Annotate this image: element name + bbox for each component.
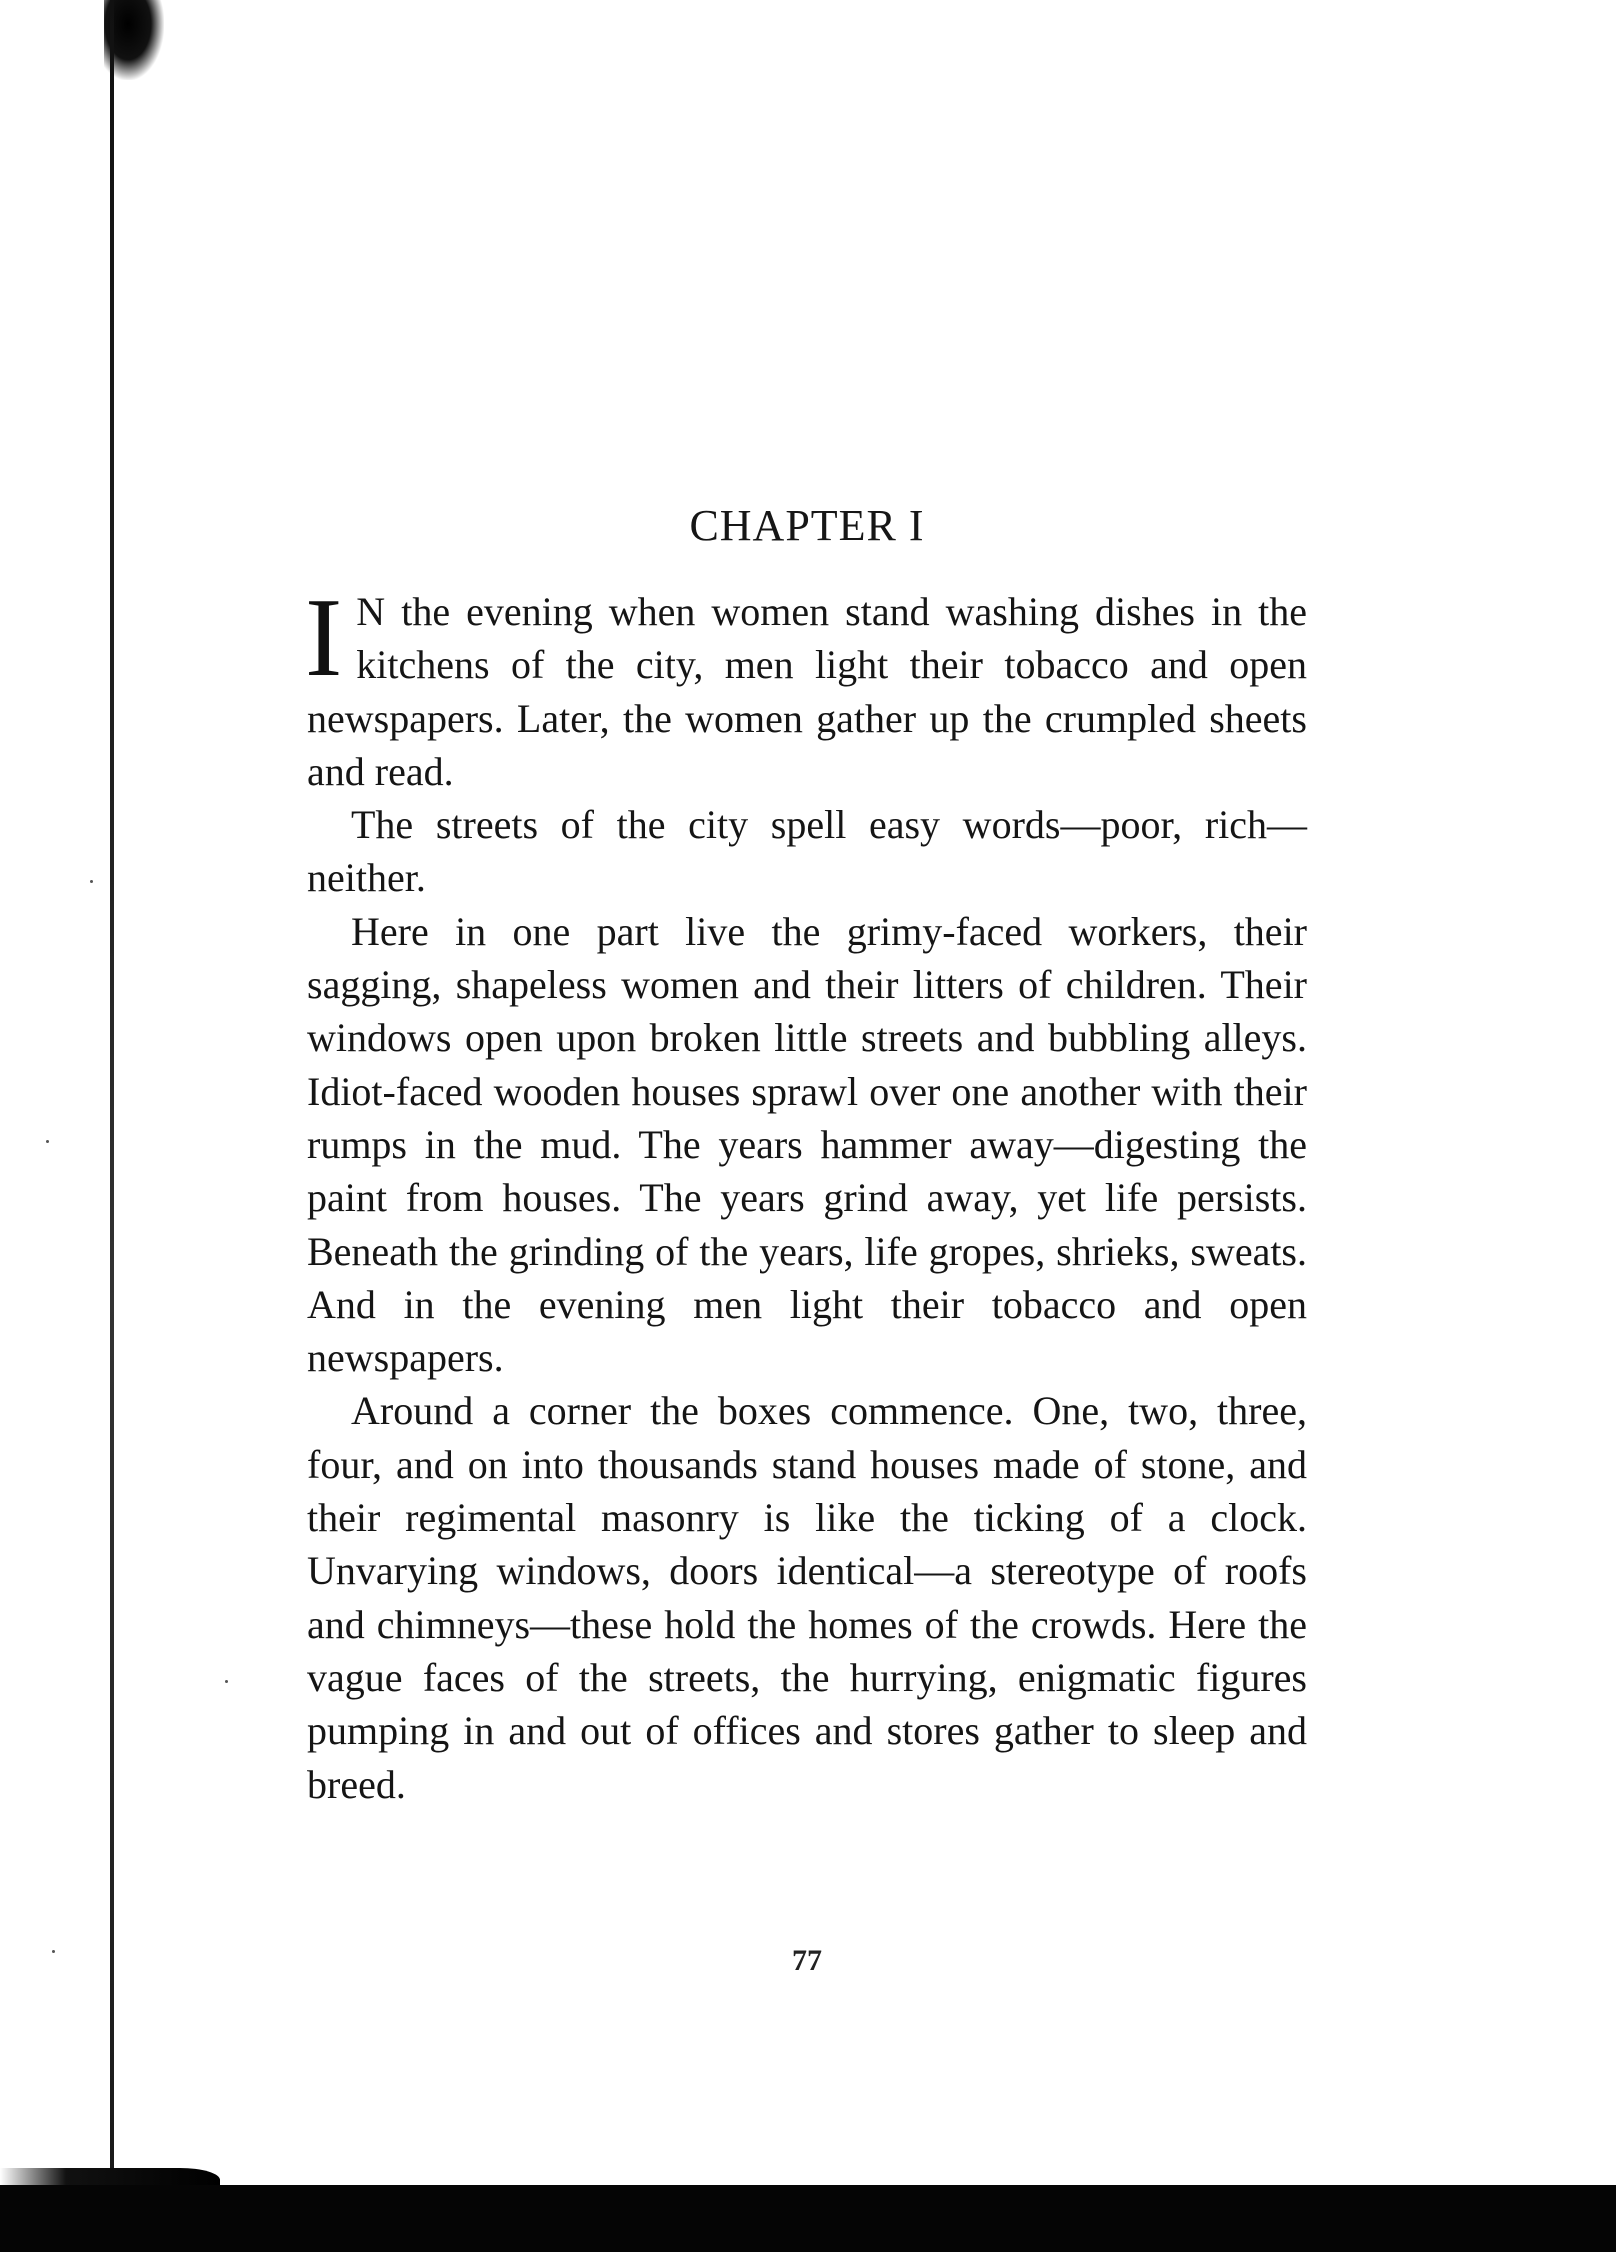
paragraph-2: The streets of the city spell easy words—poor, rich—neither.: [307, 802, 1307, 901]
scan-bottom-shadow: [0, 2185, 1616, 2252]
paragraph-1: [305, 576, 1307, 798]
paragraph-3: Here in one part live the grimy-faced workers, their sagging, shapeless women and their litters of children. Their windows open upon broken little streets and bubbling alleys. Idiot-faced wooden houses sprawl over one another with their rumps in the mud. The years hammer away—digesting the paint from houses. The years grind away, yet life persists. Beneath the grinding of the years, life gropes, shrieks, sweats. And in the evening men light their tobacco and open newspapers.: [307, 908, 1307, 1381]
paragraph-4: Around a corner the boxes commence. One, two, three, four, and on into thousands stand houses made of stone, and their regimental masonry is like the ticking of a clock. Unvarying windows, doors identical—a stereotype of roofs and chimneys—these hold the homes of the crowds. Here the vague faces of the streets, the hurrying, enigmatic figures pumping in and out of offices and stores gather to sleep and breed.: [307, 1388, 1307, 1807]
chapter-heading: CHAPTER I: [689, 501, 925, 550]
page-binding-edge: [110, 0, 114, 2170]
drop-cap: I: [305, 576, 343, 700]
page-number: 77: [792, 1944, 822, 1977]
scan-speck: [52, 1950, 55, 1953]
scan-speck: [90, 880, 93, 883]
body-text: [305, 576, 1307, 1811]
scan-speck: [46, 1140, 49, 1143]
scan-speck: [225, 1680, 228, 1683]
paragraph-text: N the evening when women stand washing dishes in the kitchens of the city, men light their tobacco and open newspapers. Later, the women gather up the crumpled sheets and read.: [307, 589, 1307, 794]
